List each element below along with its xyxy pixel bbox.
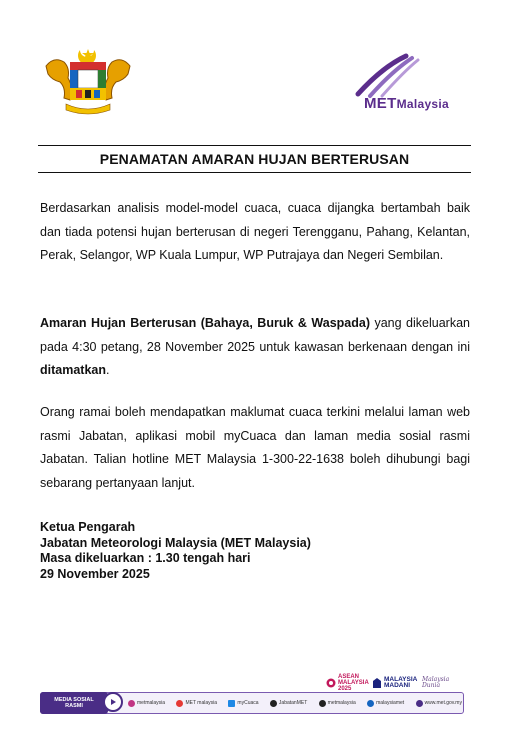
social-link-label: malaysiamet (376, 700, 405, 706)
social-media-links (128, 696, 462, 710)
issued-date: 29 November 2025 (40, 566, 150, 581)
social-link-label: metmalaysia (137, 700, 166, 706)
social-link-label: JabatanMET (278, 700, 308, 706)
social-link-x[interactable] (270, 700, 307, 707)
signature-department: Jabatan Meteorologi Malaysia (MET Malaysia) (40, 535, 311, 550)
paragraph-3: Orang ramai boleh mendapatkan maklumat cuaca terkini melalui laman web rasmi Jabatan, aplikasi mobil myCuaca dan laman media sosial rasmi Jabatan. Talian hotline MET Malaysia 1-300-22-1638 boleh dihubungi bagi sebarang pertanyaan lanjut. (40, 405, 470, 490)
signature-block (40, 520, 311, 582)
warning-name: Amaran Hujan Berterusan (Bahaya, Buruk & Waspada) (40, 316, 370, 330)
x-icon (270, 700, 277, 707)
page-title: PENAMATAN AMARAN HUJAN BERTERUSAN (99, 151, 410, 167)
instagram-icon (128, 700, 135, 707)
app-icon (228, 700, 235, 707)
met-logo-sub: Malaysia (396, 97, 450, 111)
social-link-label: myCuaca (237, 700, 259, 706)
social-link-mycuaca[interactable] (228, 700, 258, 707)
coat-of-arms-logo (40, 48, 136, 116)
social-link-instagram[interactable] (128, 700, 165, 707)
play-triangle-icon (109, 698, 117, 706)
terminated-text: ditamatkan (40, 363, 106, 377)
facebook-icon (367, 700, 374, 707)
social-label-line1: MEDIA SOSIAL (54, 696, 94, 703)
met-malaysia-logo-text (364, 95, 449, 112)
asean-logo-text: ASEAN MALAYSIA 2025 (338, 674, 369, 692)
youtube-icon (176, 700, 183, 707)
social-media-label (40, 692, 108, 714)
globe-icon (416, 700, 423, 707)
paragraph-2-text: yang dikeluarkan pada 4:30 petang, 28 November 2025 untuk kawasan berkenaan dengan ini (40, 316, 470, 354)
asean-icon (326, 678, 336, 688)
social-link-threads[interactable] (319, 700, 356, 707)
signature-title: Ketua Pengarah (40, 520, 136, 534)
social-link-youtube[interactable] (176, 700, 217, 707)
social-link-website[interactable] (416, 700, 462, 707)
malaysia-madani-logo (372, 677, 418, 689)
social-link-label: metmalaysia (327, 700, 356, 706)
play-icon[interactable] (103, 692, 123, 712)
social-label-line2: RASMI (65, 703, 83, 709)
social-link-facebook[interactable] (367, 700, 404, 707)
script-logo-text: Malaysia Dunia (422, 676, 450, 689)
social-link-label: MET malaysia (185, 700, 218, 706)
social-link-label: www.met.gov.my (424, 700, 462, 706)
madani-icon (372, 677, 382, 689)
paragraph-1: Berdasarkan analisis model-model cuaca, cuaca dijangka bertambah baik dan tiada potensi hujan berterusan di negeri Terengganu, Pahang, Kelantan, Perak, Selangor, WP Kuala Lumpur, WP Putrajaya dan Negeri Sembilan. (40, 201, 470, 262)
madani-logo-text: MALAYSIA MADANI (384, 676, 418, 689)
met-logo-main: MET (364, 95, 397, 112)
paragraph-2-end: . (106, 363, 110, 377)
title-box (38, 145, 471, 173)
asean-2025-logo (326, 674, 368, 692)
script-logo (422, 677, 456, 689)
threads-icon (319, 700, 326, 707)
paragraph-2 (40, 312, 470, 383)
issued-time: Masa dikeluarkan : 1.30 tengah hari (40, 551, 251, 565)
